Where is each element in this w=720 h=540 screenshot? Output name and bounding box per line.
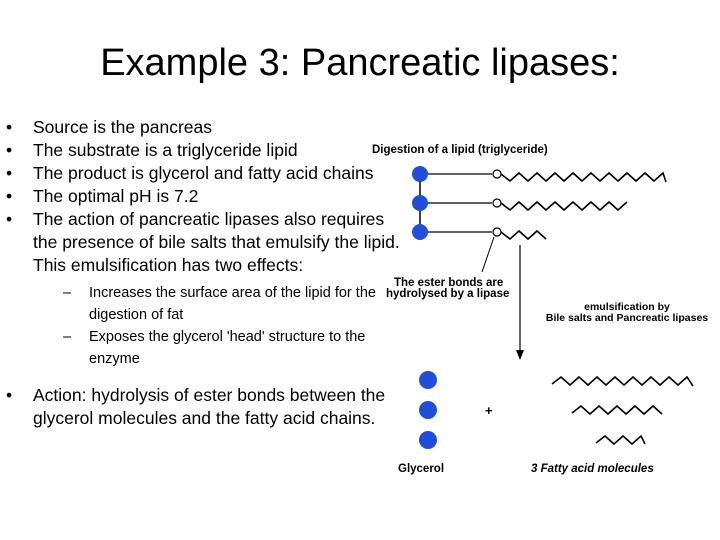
glycerol-product	[419, 371, 437, 449]
bullet-source: • Source is the pancreas	[6, 116, 406, 139]
triglyceride	[412, 166, 666, 240]
glycerol-unit	[419, 431, 437, 449]
diagram-heading: Digestion of a lipid (triglyceride)	[372, 144, 548, 156]
glycerol-label: Glycerol	[398, 463, 445, 475]
glycerol-unit	[419, 401, 437, 419]
fatty-acid-chain	[501, 202, 627, 210]
bullet-product: • The product is glycerol and fatty acid chains	[6, 162, 406, 185]
fatty-acid-molecule	[552, 377, 693, 386]
fatty-acid-label: 3 Fatty acid molecules	[531, 463, 654, 475]
bullet-substrate: • The substrate is a triglyceride lipid	[6, 139, 406, 162]
glycerol-unit	[412, 195, 428, 211]
slide-title: Example 3: Pancreatic lipases:	[100, 42, 620, 84]
emulsification-line2: Bile salts and Pancreatic lipases	[545, 312, 709, 324]
sub-bullet-surface-area: – Increases the surface area of the lipid for the digestion of fat	[63, 282, 406, 326]
bullet-action: • Action: hydrolysis of ester bonds between the glycerol molecules and the fatty acid chains.	[6, 384, 406, 430]
ester-pointer	[482, 237, 494, 272]
glycerol-unit	[419, 371, 437, 389]
fatty-acid-chain	[501, 173, 666, 182]
sub-bullet-glycerol-head: – Exposes the glycerol 'head' structure to the enzyme	[63, 326, 406, 370]
glycerol-unit	[412, 224, 428, 240]
fatty-acid-products	[552, 377, 693, 444]
ester-oxygen	[493, 228, 501, 236]
fatty-acid-molecule	[572, 406, 662, 414]
fatty-acid-molecule	[596, 436, 645, 444]
plus-sign: +	[485, 403, 493, 418]
ester-label-line2: hydrolysed by a lipase	[386, 288, 510, 300]
ester-oxygen	[493, 199, 501, 207]
arrow-head-icon	[516, 350, 524, 360]
bullet-optimal-ph: • The optimal pH is 7.2	[6, 185, 406, 208]
ester-label-line1: The ester bonds are	[394, 277, 504, 289]
emulsification-line1: emulsification by	[584, 301, 670, 313]
fatty-acid-chain	[501, 231, 546, 239]
reaction-arrow	[516, 245, 524, 360]
glycerol-unit	[412, 166, 428, 182]
bullet-bile-salts-text: The action of pancreatic lipases also requires the presence of bile salts that emulsify the lipid. This emulsification has two effects:	[33, 209, 400, 275]
ester-oxygen	[493, 170, 501, 178]
